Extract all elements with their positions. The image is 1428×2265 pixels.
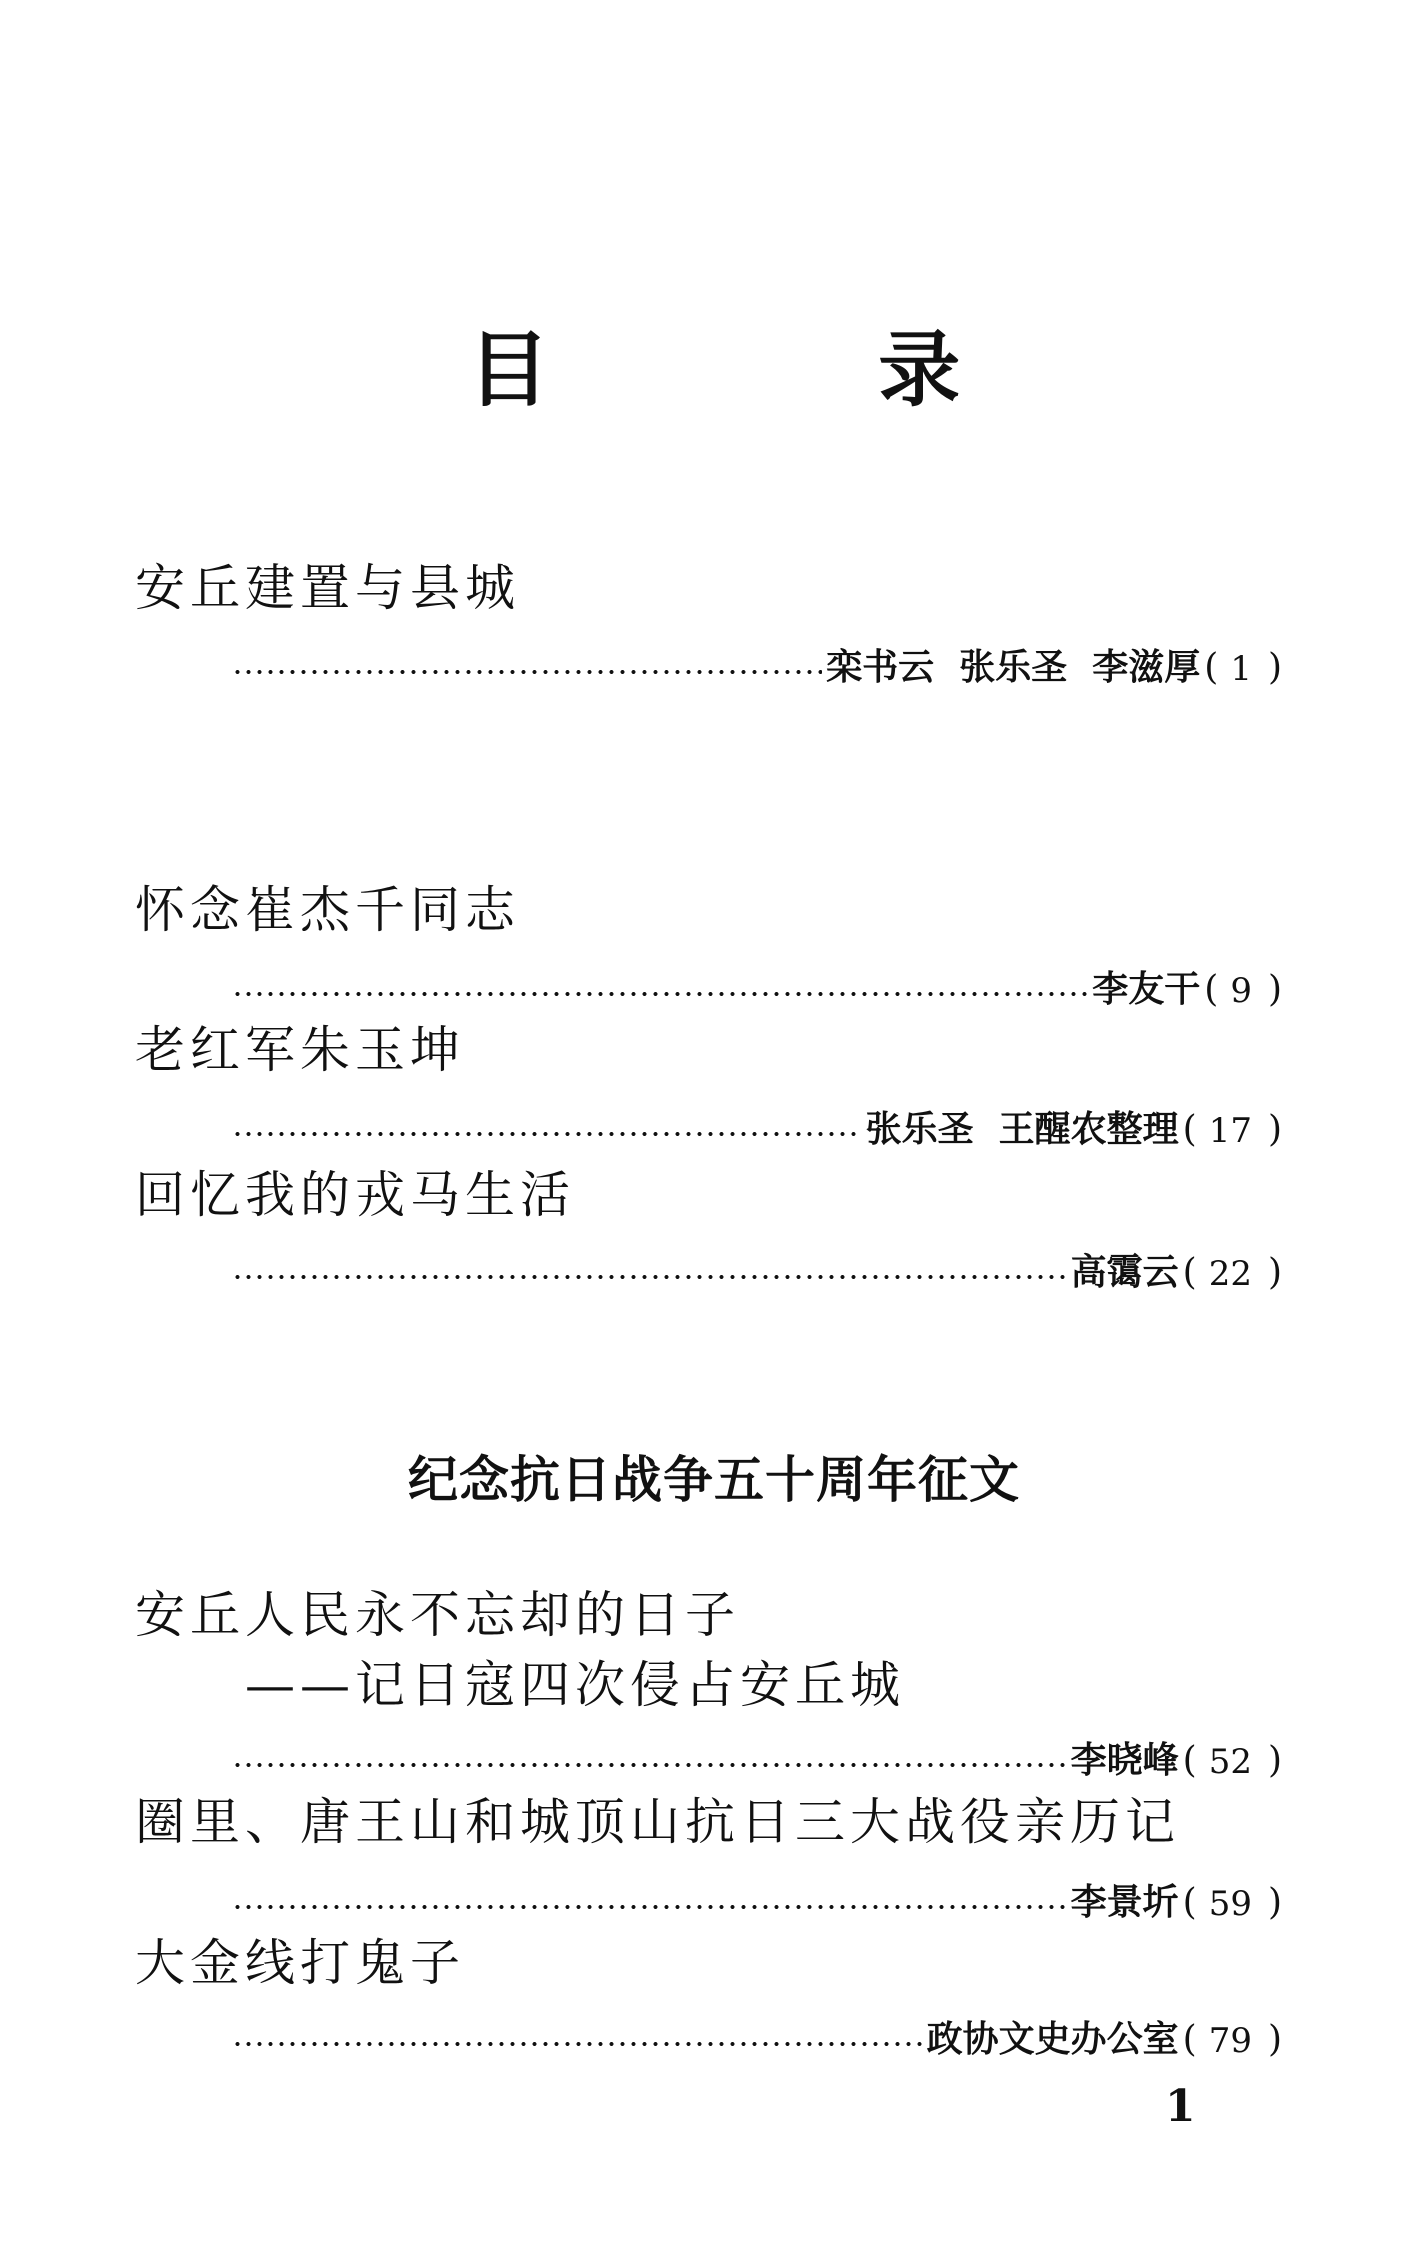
open-paren: ( (1204, 969, 1219, 1010)
toc-entry-page[interactable]: 52 (1208, 1742, 1252, 1782)
dot-leader (232, 1761, 1067, 1769)
toc-entry-title[interactable]: 老红军朱玉坤 (135, 1021, 465, 1079)
dot-leader (232, 668, 822, 676)
toc-entry-leader (232, 640, 1282, 689)
toc-entry-title[interactable]: 安丘人民永不忘却的日子 (135, 1586, 740, 1644)
toc-entry-leader (232, 962, 1282, 1011)
toc-entry-title[interactable]: 圈里、唐王山和城顶山抗日三大战役亲历记 (135, 1793, 1180, 1851)
toc-entry-author: 李友干 (1092, 969, 1201, 1010)
toc-entry-leader (232, 1245, 1282, 1294)
close-paren: ) (1267, 1109, 1282, 1150)
toc-entry-author: 高霭云 (1070, 1252, 1179, 1293)
close-paren: ) (1267, 969, 1282, 1010)
open-paren: ( (1182, 1252, 1197, 1293)
toc-entry-author: 张乐圣 王醒农整理 (865, 1109, 1179, 1150)
open-paren: ( (1182, 2019, 1197, 2060)
dot-leader (232, 1273, 1067, 1281)
page-number: 1 (1165, 2081, 1196, 2132)
section-heading: 纪念抗日战争五十周年征文 (408, 1451, 1020, 1509)
toc-entry-page[interactable]: 59 (1208, 1884, 1252, 1924)
open-paren: ( (1182, 1740, 1197, 1781)
dot-leader (232, 2040, 923, 2048)
close-paren: ) (1267, 1882, 1282, 1923)
toc-entry-page[interactable]: 79 (1208, 2021, 1252, 2061)
close-paren: ) (1267, 2019, 1282, 2060)
toc-entry-page[interactable]: 1 (1230, 649, 1252, 689)
toc-entry-leader (232, 1875, 1282, 1924)
toc-entry-page[interactable]: 9 (1230, 971, 1252, 1011)
toc-entry-title[interactable]: 怀念崔杰千同志 (135, 881, 520, 939)
open-paren: ( (1182, 1109, 1197, 1150)
open-paren: ( (1182, 1882, 1197, 1923)
toc-entry-leader (232, 2012, 1282, 2061)
toc-entry-page[interactable]: 22 (1208, 1254, 1252, 1294)
open-paren: ( (1204, 647, 1219, 688)
dot-leader (232, 990, 1088, 998)
toc-entry-leader (232, 1102, 1282, 1151)
toc-entry-title[interactable]: 安丘建置与县城 (135, 559, 520, 617)
page-title: 目 录 (467, 323, 1111, 418)
toc-entry-subtitle: ——记日寇四次侵占安丘城 (245, 1656, 905, 1714)
close-paren: ) (1267, 1252, 1282, 1293)
toc-entry-leader (232, 1733, 1282, 1782)
toc-entry-title[interactable]: 回忆我的戎马生活 (135, 1166, 575, 1224)
toc-entry-author: 栾书云 张乐圣 李滋厚 (826, 647, 1201, 688)
toc-entry-author: 政协文史办公室 (926, 2019, 1179, 2060)
close-paren: ) (1267, 647, 1282, 688)
toc-entry-title[interactable]: 大金线打鬼子 (135, 1934, 465, 1992)
close-paren: ) (1267, 1740, 1282, 1781)
toc-entry-author: 李晓峰 (1070, 1740, 1179, 1781)
dot-leader (232, 1903, 1067, 1911)
dot-leader (232, 1130, 862, 1138)
toc-entry-page[interactable]: 17 (1208, 1111, 1252, 1151)
toc-entry-author: 李景圻 (1070, 1882, 1179, 1923)
